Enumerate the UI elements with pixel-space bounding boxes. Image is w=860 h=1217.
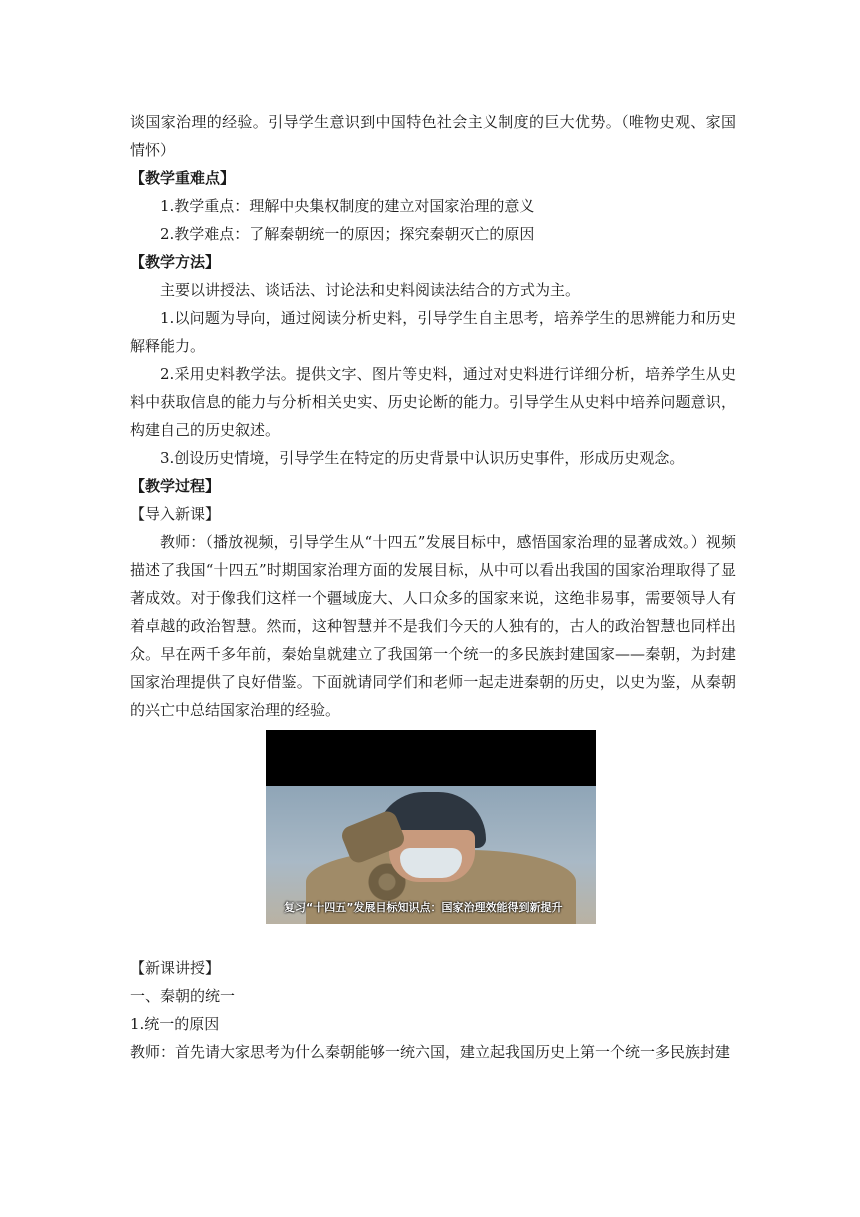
methods-intro: 主要以讲授法、谈话法、讨论法和史料阅读法结合的方式为主。 <box>160 281 581 299</box>
teacher-intro-paragraph: 教师：（播放视频，引导学生从“十四五”发展目标中，感悟国家治理的显著成效。）视频描述了我国“十四五”时期国家治理方面的发展目标，从中可以看出我国的国家治理取得了显著成效。对于像我们这样一个疆域庞大、人口众多的国家来说，这绝非易事，需要领导人有着卓越的政治智慧。然而，这种智慧并不是我们今天的人独有的，古人的政治智慧也同样出众。早在两千多年前，秦始皇就建立了我国第一个统一的多民族封建国家——秦朝，为封建国家治理提供了良好借鉴。下面就请同学们和老师一起走进秦朝的历史，以史为鉴，从秦朝的兴亡中总结国家治理的经验。 <box>130 533 736 719</box>
method-2: 2.采用史料教学法。提供文字、图片等史料，通过对史料进行详细分析，培养学生从史料中获取信息的能力与分析相关史实、历史论断的能力。引导学生从史料中培养问题意识，构建自己的历史叙述。 <box>130 365 736 439</box>
section-1-heading: 一、秦朝的统一 <box>130 987 236 1005</box>
method-3: 3.创设历史情境，引导学生在特定的历史背景中认识历史事件，形成历史观念。 <box>160 449 685 467</box>
teacher-question-paragraph: 教师：首先请大家思考为什么秦朝能够一统六国，建立起我国历史上第一个统一多民族封建 <box>130 1043 731 1061</box>
video-screenshot-image <box>266 730 596 924</box>
process-heading: 【教学过程】 <box>130 477 221 495</box>
key-point-2: 2.教学难点：了解秦朝统一的原因；探究秦朝灭亡的原因 <box>160 225 535 243</box>
key-point-1: 1.教学重点：理解中央集权制度的建立对国家治理的意义 <box>160 197 535 215</box>
document-page <box>130 108 736 1066</box>
method-1: 1.以问题为导向，通过阅读分析史料，引导学生自主思考，培养学生的思辨能力和历史解释能力。 <box>130 309 736 355</box>
soldier-mask <box>400 848 462 878</box>
intro-paragraph: 谈国家治理的经验。引导学生意识到中国特色社会主义制度的巨大优势。（唯物史观、家国情怀） <box>130 113 736 159</box>
methods-heading: 【教学方法】 <box>130 253 221 271</box>
intro-lesson-heading: 【导入新课】 <box>130 505 221 523</box>
key-points-heading: 【教学重难点】 <box>130 169 236 187</box>
subsection-1-heading: 1.统一的原因 <box>130 1015 220 1033</box>
new-lesson-heading: 【新课讲授】 <box>130 959 221 977</box>
video-caption: 复习“十四五”发展目标知识点：国家治理效能得到新提升 <box>284 901 563 914</box>
